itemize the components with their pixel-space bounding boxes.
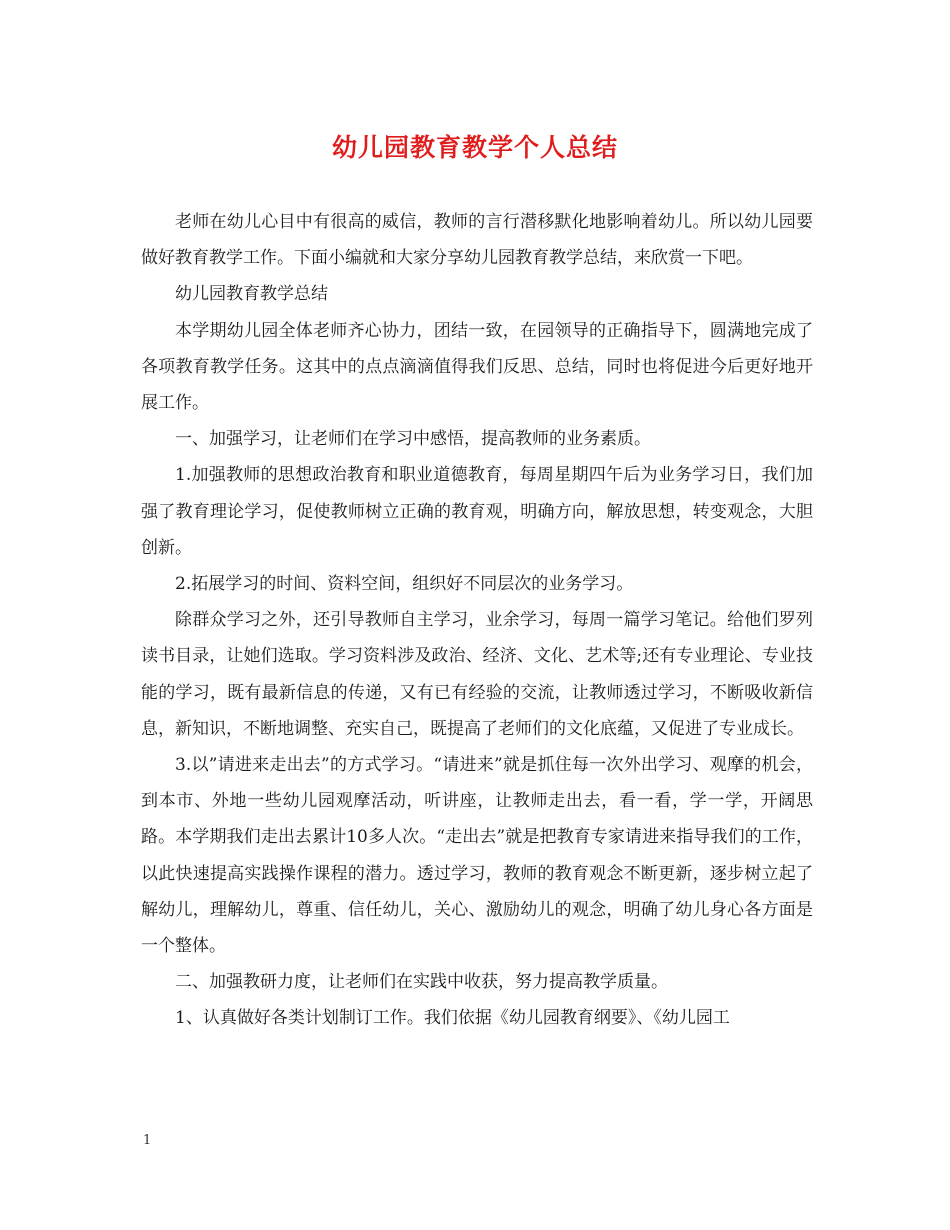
section-heading-1: 一、加强学习，让老师们在学习中感悟，提高教师的业务素质。: [175, 429, 651, 450]
document-body: [141, 204, 813, 1037]
paragraph-self-study: 除群众学习之外，还引导教师自主学习，业余学习，每周一篇学习笔记。给他们罗列读书目录，让她们选取。学习资料涉及政治、经济、文化、艺术等;还有专业理论、专业技能的学习，既有最新信息的传递，又有已有经验的交流，让教师透过学习，不断吸收新信息，新知识，不断地调整、充实自己，既提高了老师们的文化底蕴，又促进了专业成长。: [141, 610, 813, 739]
section-heading-2: 二、加强教研力度，让老师们在实践中收获，努力提高教学质量。: [175, 972, 668, 993]
paragraph-plans: 1、认真做好各类计划制订工作。我们依据《幼儿园教育纲要》、《幼儿园工: [175, 1008, 730, 1029]
paragraph-item-2: 2.拓展学习的时间、资料空间，组织好不同层次的业务学习。: [175, 574, 634, 595]
page-number: 1: [143, 1133, 152, 1148]
paragraph-item-3: 3.以”请进来走出去”的方式学习。“请进来”就是抓住每一次外出学习、观摩的机会，到本市、外地一些幼儿园观摩活动，听讲座，让教师走出去，看一看，学一学，开阔思路。本学期我们走出去累计10多人次。“走出去”就是把教育专家请进来指导我们的工作，以此快速提高实践操作课程的潜力。透过学习，教师的教育观念不断更新，逐步树立起了解幼儿，理解幼儿，尊重、信任幼儿，关心、激励幼儿的观念，明确了幼儿身心各方面是一个整体。: [141, 755, 813, 957]
paragraph-item-1: 1.加强教师的思想政治教育和职业道德教育，每周星期四午后为业务学习日，我们加强了教育理论学习，促使教师树立正确的教育观，明确方向，解放思想，转变观念，大胆创新。: [141, 465, 813, 558]
document-title: 幼儿园教育教学个人总结: [331, 133, 618, 162]
paragraph-overview: 本学期幼儿园全体老师齐心协力，团结一致，在园领导的正确指导下，圆满地完成了各项教育教学任务。这其中的点点滴滴值得我们反思、总结，同时也将促进今后更好地开展工作。: [141, 320, 813, 414]
paragraph-subtitle: 幼儿园教育教学总结: [175, 284, 328, 305]
paragraph-intro: 老师在幼儿心目中有很高的威信，教师的言行潜移默化地影响着幼儿。所以幼儿园要做好教育教学工作。下面小编就和大家分享幼儿园教育教学总结，来欣赏一下吧。: [141, 212, 813, 269]
